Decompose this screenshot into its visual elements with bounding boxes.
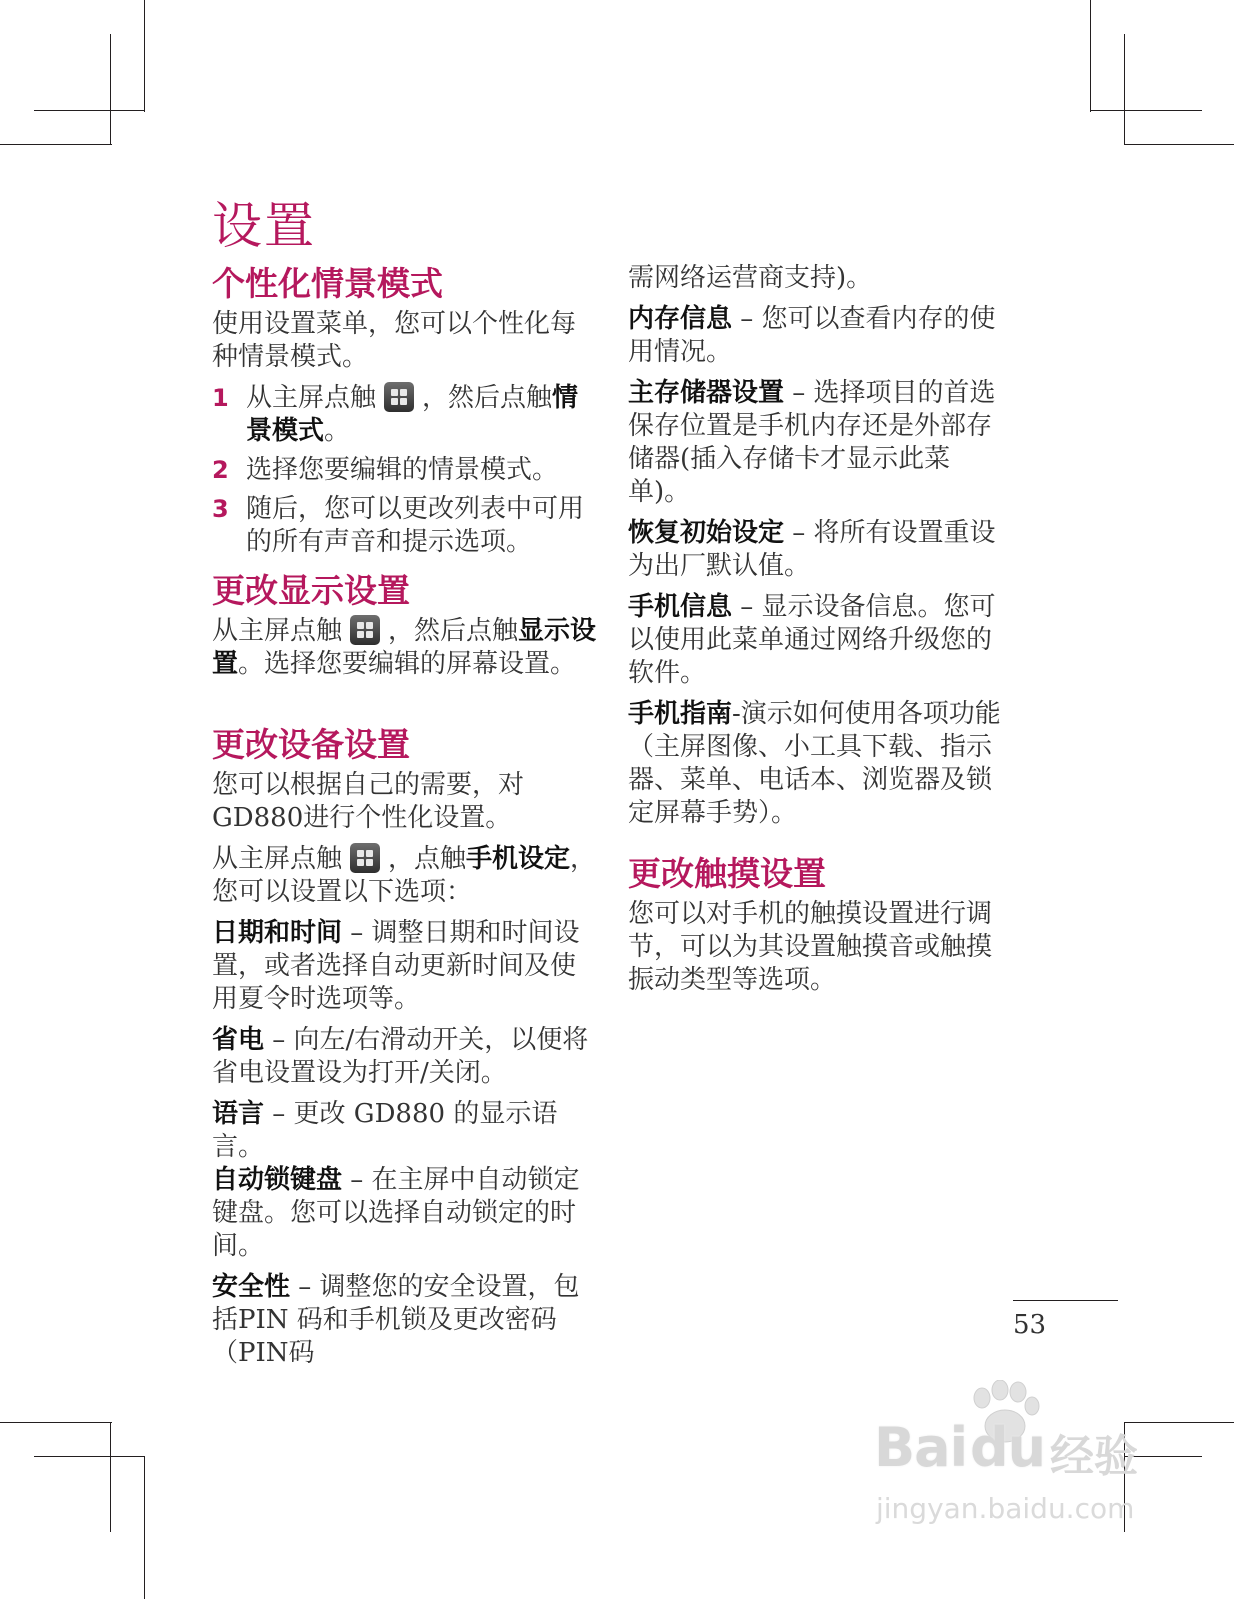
setting-item-main-storage bbox=[628, 377, 1008, 509]
page-number-rule bbox=[1013, 1300, 1118, 1301]
step-text-part: 从主屏点触 bbox=[246, 383, 377, 413]
heading-touch: 更改触摸设置 bbox=[628, 854, 826, 893]
step-text: 选择您要编辑的情景模式。 bbox=[246, 455, 559, 485]
device-tap-part: 从主屏点触 bbox=[212, 844, 343, 874]
right-column bbox=[628, 262, 1008, 1005]
setting-term: 自动锁键盘 bbox=[212, 1165, 343, 1195]
setting-desc: – 向左/右滑动开关，以便将省电设置设为打开/关闭。 bbox=[212, 1025, 589, 1088]
page-title: 设置 bbox=[212, 197, 316, 255]
step-text-part: 。 bbox=[324, 416, 351, 446]
watermark-brand-cn: 经验 bbox=[1050, 1431, 1138, 1482]
personalize-intro: 使用设置菜单，您可以个性化每种情景模式。 bbox=[212, 309, 577, 372]
step-number: 3 bbox=[212, 495, 229, 523]
setting-term: 省电 bbox=[212, 1025, 265, 1055]
setting-term: 日期和时间 bbox=[212, 918, 343, 948]
device-tap-part: ，点触 bbox=[388, 844, 467, 874]
crop-mark bbox=[34, 110, 144, 111]
setting-desc: – 显示设备信息。您可以使用此菜单通过网络升级您的软件。 bbox=[628, 592, 996, 688]
setting-desc: – 将所有设置重设为出厂默认值。 bbox=[628, 518, 996, 581]
setting-desc: – 调整您的安全设置，包括PIN 码和手机锁及更改密码（PIN码 bbox=[212, 1272, 580, 1368]
step-text: 随后，您可以更改列表中可用的所有声音和提示选项。 bbox=[246, 494, 585, 557]
setting-desc: -演示如何使用各项功能（主屏图像、小工具下载、指示器、菜单、电话本、浏览器及锁定屏幕手势）。 bbox=[628, 699, 1001, 828]
watermark-url: jingyan.baidu.com bbox=[876, 1492, 1135, 1525]
crop-mark bbox=[110, 34, 111, 144]
watermark-brand-du: du bbox=[970, 1416, 1046, 1479]
setting-term: 主存储器设置 bbox=[628, 378, 785, 408]
display-text-part: 从主屏点触 bbox=[212, 616, 343, 646]
setting-desc: – 在主屏中自动锁定键盘。您可以选择自动锁定的时间。 bbox=[212, 1165, 580, 1261]
setting-term: 手机指南 bbox=[628, 699, 733, 729]
step-number: 2 bbox=[212, 456, 229, 484]
step-item bbox=[212, 493, 597, 559]
setting-term: 安全性 bbox=[212, 1272, 291, 1302]
setting-item-phone-guide bbox=[628, 698, 1008, 830]
crop-mark bbox=[1124, 34, 1125, 144]
touch-body: 您可以对手机的触摸设置进行调节，可以为其设置触摸音或触摸振动类型等选项。 bbox=[628, 899, 993, 995]
device-tap-text bbox=[212, 843, 597, 909]
step-number: 1 bbox=[212, 384, 229, 412]
setting-desc: – 您可以查看内存的使用情况。 bbox=[628, 304, 996, 367]
setting-item-phone-info bbox=[628, 591, 1008, 690]
setting-term: 恢复初始设定 bbox=[628, 518, 785, 548]
heading-personalize: 个性化情景模式 bbox=[212, 264, 443, 303]
setting-item-power-save bbox=[212, 1024, 597, 1090]
grid-menu-icon bbox=[350, 615, 380, 645]
setting-item-memory-info bbox=[628, 303, 1008, 369]
step-text-part: ，然后点触 bbox=[422, 383, 553, 413]
crop-mark bbox=[144, 1456, 145, 1599]
step-item bbox=[212, 382, 597, 448]
setting-term: 手机信息 bbox=[628, 592, 733, 622]
step-text bbox=[246, 382, 597, 448]
setting-term: 内存信息 bbox=[628, 304, 733, 334]
setting-desc: – 更改 GD880 的显示语言。 bbox=[212, 1099, 558, 1162]
grid-menu-icon bbox=[384, 382, 414, 412]
crop-mark bbox=[110, 1422, 111, 1532]
crop-mark bbox=[0, 1422, 112, 1423]
left-column bbox=[212, 262, 597, 1378]
display-text-part: ，然后点触 bbox=[388, 616, 519, 646]
setting-desc: – 调整日期和时间设置，或者选择自动更新时间及使用夏令时选项等。 bbox=[212, 918, 580, 1014]
setting-desc: 需网络运营商支持)。 bbox=[628, 263, 873, 293]
step-item bbox=[212, 454, 597, 487]
setting-item-security-cont bbox=[628, 262, 1008, 295]
setting-item-reset bbox=[628, 517, 1008, 583]
heading-display: 更改显示设置 bbox=[212, 571, 410, 610]
crop-mark bbox=[1090, 110, 1202, 111]
device-tap-part: ，您可以设置以下选项： bbox=[212, 844, 597, 907]
device-intro: 您可以根据自己的需要，对GD880进行个性化设置。 bbox=[212, 770, 525, 833]
setting-item-security bbox=[212, 1271, 597, 1370]
crop-mark bbox=[144, 0, 145, 112]
setting-item-language bbox=[212, 1098, 597, 1164]
personalize-steps bbox=[212, 382, 597, 559]
setting-item-date-time bbox=[212, 917, 597, 1016]
crop-mark bbox=[34, 1456, 144, 1457]
crop-mark bbox=[0, 144, 112, 145]
display-text-part: 。选择您要编辑的屏幕设置。 bbox=[238, 649, 577, 679]
watermark bbox=[870, 1380, 1170, 1550]
step-bold-term: 情景模式 bbox=[246, 383, 579, 446]
display-text bbox=[212, 615, 597, 681]
display-bold-term: 显示设置 bbox=[212, 616, 597, 679]
setting-term: 语言 bbox=[212, 1099, 265, 1129]
device-tap-bold: 手机设定 bbox=[466, 844, 571, 874]
crop-mark bbox=[1124, 144, 1234, 145]
setting-desc: – 选择项目的首选保存位置是手机内存还是外部存储器(插入存储卡才显示此菜单)。 bbox=[628, 378, 996, 507]
crop-mark bbox=[1090, 0, 1091, 112]
heading-device: 更改设备设置 bbox=[212, 725, 410, 764]
page-number: 53 bbox=[1013, 1310, 1047, 1340]
setting-item-auto-lock bbox=[212, 1164, 597, 1263]
grid-menu-icon bbox=[350, 843, 380, 873]
watermark-brand: Bai bbox=[874, 1416, 968, 1479]
